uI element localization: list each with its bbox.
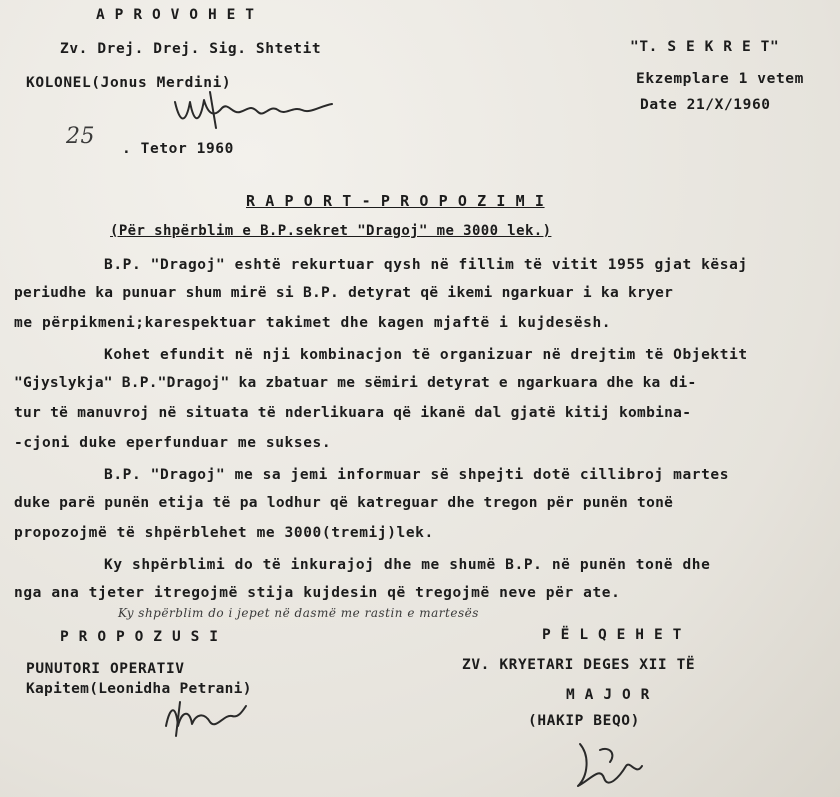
p1-line-2: periudhe ka punuar shum mirë si B.P. detyrat që ikemi ngarkuar i ka kryer	[14, 285, 674, 301]
classification-stamp: "T. S E K R E T"	[630, 39, 780, 55]
approver-rank: M A J O R	[566, 687, 650, 703]
report-subtitle: (Për shpërblim e B.P.sekret "Dragoj" me 3000 lek.)	[110, 223, 552, 239]
deputy-director-line: Zv. Drej. Drej. Sig. Shtetit	[60, 41, 322, 57]
p4-line-2: nga ana tjeter itregojmë stija kujdesin që tregojmë neve për ate.	[14, 585, 621, 601]
p1-line-1: B.P. "Dragoj" eshtë rekurtuar qysh në fillim të vitit 1955 gjat kësaj	[104, 257, 748, 273]
copies-line: Ekzemplare 1 vetem	[636, 71, 804, 87]
proposer-signature	[160, 696, 250, 740]
p2-line-1: Kohet efundit në nji kombinacjon të organizuar në drejtim të Objektit	[104, 347, 748, 363]
report-date: Date 21/X/1960	[640, 97, 771, 113]
approver-role: ZV. KRYETARI DEGES XII TË	[462, 657, 696, 673]
p3-line-2: duke parë punën etija të pa lodhur që katreguar dhe tregon për punën tonë	[14, 495, 674, 511]
handwritten-note: Ky shpërblim do i jepet në dasmë me rastin e martesës	[118, 606, 479, 620]
report-title: R A P O R T - P R O P O Z I M I	[246, 192, 545, 210]
approver-name: (HAKIP BEQO)	[528, 713, 640, 729]
approval-heading: A P R O V O H E T	[96, 7, 255, 23]
date-day-handwritten: 25	[66, 124, 95, 149]
date-rest: . Tetor 1960	[122, 141, 234, 157]
colonel-line: KOLONEL(Jonus Merdini)	[26, 75, 232, 91]
approver-signature	[570, 736, 650, 794]
p2-line-3: tur të manuvroj në situata të nderlikuara që ikanë dal gjatë kitij kombina-	[14, 405, 692, 421]
p1-line-3: me përpikmeni;karespektuar takimet dhe kagen mjaftë i kujdesësh.	[14, 315, 612, 331]
p3-line-3: propozojmë të shpërblehet me 3000(tremij)lek.	[14, 525, 434, 541]
proposer-label: P R O P O Z U S I	[60, 629, 219, 645]
proposer-role: PUNUTORI OPERATIV	[26, 661, 185, 677]
p2-line-2: "Gjyslykja" B.P."Dragoj" ka zbatuar me sëmiri detyrat e ngarkuara dhe ka di-	[14, 375, 697, 391]
p4-line-1: Ky shpërblimi do të inkurajoj dhe me shumë B.P. në punën tonë dhe	[104, 557, 711, 573]
approval-signature	[170, 84, 340, 134]
approved-label: P Ë L Q E H E T	[542, 627, 682, 643]
proposer-name: Kapitem(Leonidha Petrani)	[26, 681, 252, 697]
p3-line-1: B.P. "Dragoj" me sa jemi informuar së shpejti dotë cillibroj martes	[104, 467, 730, 483]
p2-line-4: -cjoni duke eperfunduar me sukses.	[14, 435, 332, 451]
